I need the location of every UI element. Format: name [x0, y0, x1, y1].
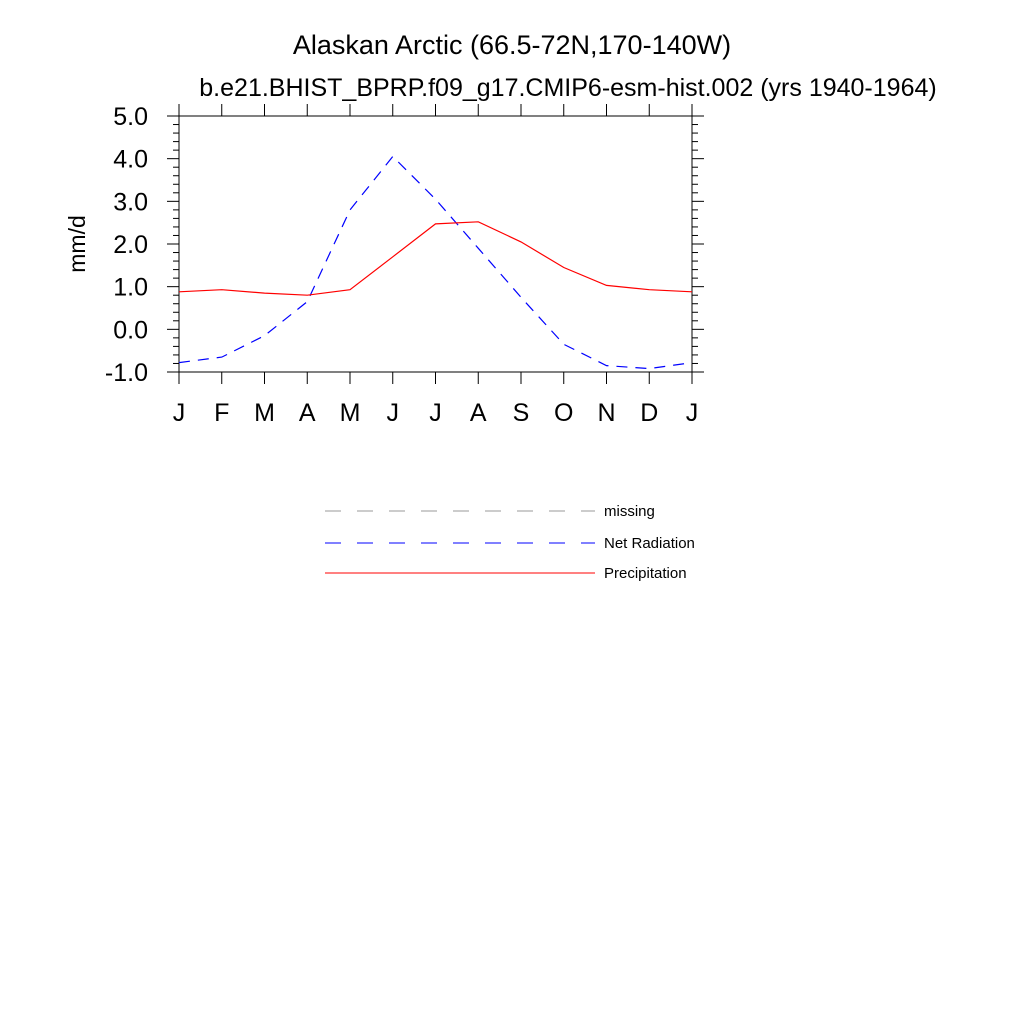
x-tick-label: D — [640, 399, 659, 427]
y-axis-ticks — [105, 103, 704, 387]
chart-title: Alaskan Arctic (66.5-72N,170-140W) — [292, 30, 732, 60]
y-tick-label: -1.0 — [104, 359, 148, 387]
series-group — [179, 157, 692, 369]
x-tick-label: O — [554, 399, 574, 427]
x-tick-label: J — [386, 399, 399, 427]
x-tick-label: M — [254, 399, 275, 427]
y-axis-label: mm/d — [64, 215, 90, 273]
x-tick-label: A — [469, 399, 487, 427]
legend-label-net-radiation: Net Radiation — [604, 535, 695, 552]
x-tick-label: F — [214, 399, 230, 427]
x-tick-label: J — [429, 399, 442, 427]
y-tick-label: 5.0 — [113, 103, 148, 131]
plot-frame — [179, 116, 692, 372]
y-tick-label: 4.0 — [113, 145, 148, 174]
x-tick-label: J — [172, 399, 186, 427]
x-tick-label: M — [339, 399, 361, 427]
series-line-precipitation — [179, 222, 692, 295]
legend-label-missing: missing — [604, 503, 655, 520]
x-tick-label: N — [597, 399, 616, 427]
y-tick-label: 1.0 — [113, 273, 148, 302]
y-tick-label: 0.0 — [113, 316, 148, 345]
x-tick-label: J — [685, 399, 699, 427]
series-line-net-radiation — [179, 157, 692, 369]
x-tick-label: S — [512, 399, 530, 427]
y-tick-label: 3.0 — [113, 188, 148, 217]
x-axis-ticks — [173, 104, 699, 427]
x-tick-label: A — [298, 399, 316, 427]
y-tick-label: 2.0 — [113, 231, 148, 259]
legend-label-precipitation: Precipitation — [604, 565, 687, 582]
legend — [325, 503, 695, 582]
chart-subtitle: b.e21.BHIST_BPRP.f09_g17.CMIP6-esm-hist.002 (yrs 1940-1964) — [199, 74, 937, 102]
